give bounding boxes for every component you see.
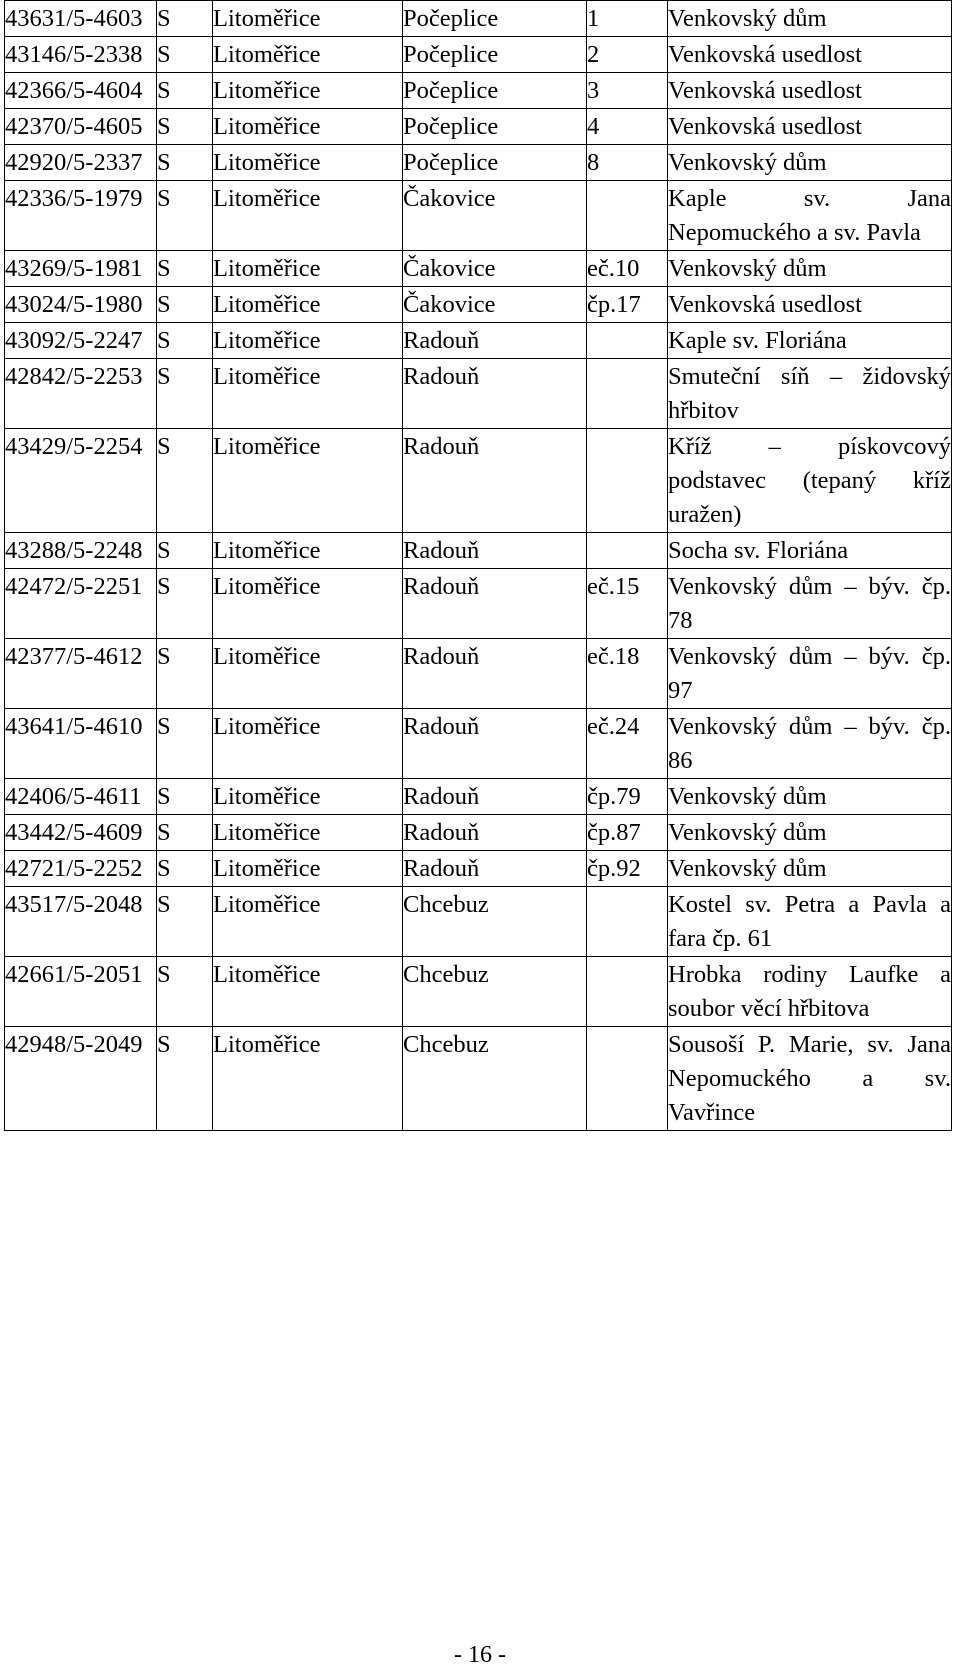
house-number-cell	[587, 181, 668, 251]
record-number-cell: 43517/5-2048	[5, 887, 157, 957]
municipality-cell: Radouň	[403, 429, 587, 533]
house-number-cell	[587, 887, 668, 957]
district-cell: Litoměřice	[213, 639, 403, 709]
municipality-cell: Počeplice	[403, 73, 587, 109]
type-cell: S	[157, 851, 213, 887]
municipality-cell: Radouň	[403, 815, 587, 851]
municipality-cell: Chcebuz	[403, 957, 587, 1027]
monument-name-cell: Venkovský dům	[668, 145, 952, 181]
type-cell: S	[157, 109, 213, 145]
table-row	[5, 73, 952, 109]
municipality-cell: Čakovice	[403, 181, 587, 251]
record-number-cell: 42472/5-2251	[5, 569, 157, 639]
type-cell: S	[157, 73, 213, 109]
municipality-cell: Radouň	[403, 569, 587, 639]
record-number-cell: 42336/5-1979	[5, 181, 157, 251]
table-row	[5, 569, 952, 639]
monument-name-cell: Venkovský dům – býv. čp. 97	[668, 639, 952, 709]
type-cell: S	[157, 815, 213, 851]
table-row	[5, 287, 952, 323]
municipality-cell: Radouň	[403, 323, 587, 359]
table-row	[5, 533, 952, 569]
record-number-cell: 42377/5-4612	[5, 639, 157, 709]
monument-name-cell: Venkovská usedlost	[668, 73, 952, 109]
municipality-cell: Radouň	[403, 709, 587, 779]
district-cell: Litoměřice	[213, 323, 403, 359]
record-number-cell: 42406/5-4611	[5, 779, 157, 815]
monument-name-cell: Venkovský dům	[668, 251, 952, 287]
municipality-cell: Radouň	[403, 851, 587, 887]
house-number-cell: čp.17	[587, 287, 668, 323]
monument-name-cell: Venkovský dům	[668, 851, 952, 887]
district-cell: Litoměřice	[213, 145, 403, 181]
monument-name-cell: Venkovský dům – býv. čp. 86	[668, 709, 952, 779]
table-row	[5, 145, 952, 181]
house-number-cell	[587, 359, 668, 429]
monument-name-cell: Kaple sv. Jana Nepomuckého a sv. Pavla	[668, 181, 952, 251]
house-number-cell	[587, 323, 668, 359]
district-cell: Litoměřice	[213, 359, 403, 429]
municipality-cell: Čakovice	[403, 287, 587, 323]
type-cell: S	[157, 181, 213, 251]
type-cell: S	[157, 887, 213, 957]
type-cell: S	[157, 957, 213, 1027]
monument-name-cell: Venkovský dům	[668, 779, 952, 815]
district-cell: Litoměřice	[213, 251, 403, 287]
type-cell: S	[157, 323, 213, 359]
district-cell: Litoměřice	[213, 287, 403, 323]
table-row	[5, 709, 952, 779]
district-cell: Litoměřice	[213, 851, 403, 887]
house-number-cell: čp.87	[587, 815, 668, 851]
municipality-cell: Radouň	[403, 359, 587, 429]
record-number-cell: 42370/5-4605	[5, 109, 157, 145]
municipality-cell: Radouň	[403, 533, 587, 569]
type-cell: S	[157, 533, 213, 569]
type-cell: S	[157, 639, 213, 709]
monument-name-cell: Sousoší P. Marie, sv. Jana Nepomuckého a sv. Vavřince	[668, 1027, 952, 1131]
house-number-cell	[587, 957, 668, 1027]
district-cell: Litoměřice	[213, 37, 403, 73]
municipality-cell: Počeplice	[403, 1, 587, 37]
record-number-cell: 42920/5-2337	[5, 145, 157, 181]
municipality-cell: Radouň	[403, 639, 587, 709]
monument-name-cell: Venkovská usedlost	[668, 287, 952, 323]
table-row	[5, 779, 952, 815]
house-number-cell: eč.24	[587, 709, 668, 779]
house-number-cell	[587, 533, 668, 569]
district-cell: Litoměřice	[213, 569, 403, 639]
municipality-cell: Počeplice	[403, 37, 587, 73]
district-cell: Litoměřice	[213, 73, 403, 109]
record-number-cell: 42948/5-2049	[5, 1027, 157, 1131]
record-number-cell: 43641/5-4610	[5, 709, 157, 779]
house-number-cell: čp.79	[587, 779, 668, 815]
district-cell: Litoměřice	[213, 887, 403, 957]
record-number-cell: 43631/5-4603	[5, 1, 157, 37]
municipality-cell: Chcebuz	[403, 887, 587, 957]
monument-name-cell: Hrobka rodiny Laufke a soubor věcí hřbitova	[668, 957, 952, 1027]
monument-name-cell: Venkovská usedlost	[668, 109, 952, 145]
district-cell: Litoměřice	[213, 709, 403, 779]
monument-name-cell: Venkovský dům	[668, 1, 952, 37]
table-row	[5, 1027, 952, 1131]
type-cell: S	[157, 145, 213, 181]
type-cell: S	[157, 251, 213, 287]
monument-name-cell: Venkovský dům – býv. čp. 78	[668, 569, 952, 639]
type-cell: S	[157, 1, 213, 37]
record-number-cell: 43146/5-2338	[5, 37, 157, 73]
district-cell: Litoměřice	[213, 779, 403, 815]
monument-name-cell: Venkovská usedlost	[668, 37, 952, 73]
district-cell: Litoměřice	[213, 181, 403, 251]
district-cell: Litoměřice	[213, 957, 403, 1027]
table-row	[5, 181, 952, 251]
house-number-cell	[587, 1027, 668, 1131]
district-cell: Litoměřice	[213, 429, 403, 533]
house-number-cell: 1	[587, 1, 668, 37]
municipality-cell: Počeplice	[403, 109, 587, 145]
district-cell: Litoměřice	[213, 533, 403, 569]
record-number-cell: 43442/5-4609	[5, 815, 157, 851]
table-row	[5, 639, 952, 709]
table-row	[5, 429, 952, 533]
table-row	[5, 1, 952, 37]
record-number-cell: 42842/5-2253	[5, 359, 157, 429]
record-number-cell: 43092/5-2247	[5, 323, 157, 359]
table-row	[5, 815, 952, 851]
monument-table	[4, 0, 952, 1131]
type-cell: S	[157, 37, 213, 73]
table-row	[5, 251, 952, 287]
record-number-cell: 43429/5-2254	[5, 429, 157, 533]
municipality-cell: Čakovice	[403, 251, 587, 287]
monument-name-cell: Kříž – pískovcový podstavec (tepaný kříž uražen)	[668, 429, 952, 533]
house-number-cell: 3	[587, 73, 668, 109]
monument-name-cell: Kostel sv. Petra a Pavla a fara čp. 61	[668, 887, 952, 957]
record-number-cell: 43288/5-2248	[5, 533, 157, 569]
district-cell: Litoměřice	[213, 815, 403, 851]
type-cell: S	[157, 359, 213, 429]
monument-name-cell: Venkovský dům	[668, 815, 952, 851]
record-number-cell: 43269/5-1981	[5, 251, 157, 287]
record-number-cell: 42661/5-2051	[5, 957, 157, 1027]
page-number: - 16 -	[454, 1642, 506, 1668]
house-number-cell	[587, 429, 668, 533]
table-row	[5, 887, 952, 957]
record-number-cell: 42366/5-4604	[5, 73, 157, 109]
monument-name-cell: Socha sv. Floriána	[668, 533, 952, 569]
table-row	[5, 109, 952, 145]
municipality-cell: Radouň	[403, 779, 587, 815]
house-number-cell: eč.15	[587, 569, 668, 639]
type-cell: S	[157, 1027, 213, 1131]
type-cell: S	[157, 429, 213, 533]
house-number-cell: 4	[587, 109, 668, 145]
house-number-cell: 2	[587, 37, 668, 73]
house-number-cell: eč.10	[587, 251, 668, 287]
type-cell: S	[157, 709, 213, 779]
table-row	[5, 37, 952, 73]
table-row	[5, 323, 952, 359]
house-number-cell: eč.18	[587, 639, 668, 709]
house-number-cell: 8	[587, 145, 668, 181]
monument-table-body	[5, 1, 952, 1131]
type-cell: S	[157, 779, 213, 815]
type-cell: S	[157, 569, 213, 639]
district-cell: Litoměřice	[213, 109, 403, 145]
municipality-cell: Chcebuz	[403, 1027, 587, 1131]
monument-name-cell: Smuteční síň – židovský hřbitov	[668, 359, 952, 429]
monument-name-cell: Kaple sv. Floriána	[668, 323, 952, 359]
record-number-cell: 43024/5-1980	[5, 287, 157, 323]
type-cell: S	[157, 287, 213, 323]
table-row	[5, 851, 952, 887]
district-cell: Litoměřice	[213, 1, 403, 37]
table-row	[5, 359, 952, 429]
municipality-cell: Počeplice	[403, 145, 587, 181]
house-number-cell: čp.92	[587, 851, 668, 887]
district-cell: Litoměřice	[213, 1027, 403, 1131]
record-number-cell: 42721/5-2252	[5, 851, 157, 887]
table-row	[5, 957, 952, 1027]
